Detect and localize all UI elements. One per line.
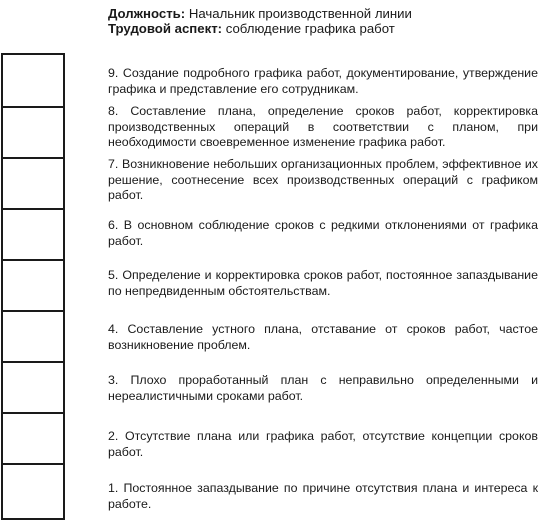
rating-box-1[interactable] (3, 463, 63, 514)
position-value: Начальник производственной линии (188, 6, 412, 21)
anchor-9: 9. Создание подробного графика работ, документирование, утверждение графика и представление его сотрудникам. (108, 66, 538, 96)
rating-box-7[interactable] (3, 157, 63, 208)
position-row (108, 6, 538, 21)
anchor-1: 1. Постоянное запаздывание по причине отсутствия плана и интереса к работе. (108, 481, 538, 511)
anchor-6: 6. В основном соблюдение сроков с редкими отклонениями от графика работ. (108, 218, 538, 248)
rating-box-9[interactable] (3, 55, 63, 106)
position-label: Должность: (108, 6, 186, 21)
rating-box-8[interactable] (3, 106, 63, 157)
anchor-2: 2. Отсутствие плана или графика работ, отсутствие концепции сроков работ. (108, 429, 538, 459)
rating-box-6[interactable] (3, 208, 63, 259)
aspect-row (108, 21, 538, 36)
anchor-8: 8. Составление плана, определение сроков работ, корректировка производственных операций в соответствии с планом, при необходимости своевременное изменение графика работ. (108, 104, 538, 149)
anchor-4: 4. Составление устного плана, отставание от сроков работ, частое возникновение проблем. (108, 322, 538, 352)
anchor-3: 3. Плохо проработанный план с неправильно определенными и нереалистичными сроками работ. (108, 373, 538, 403)
rating-scale-boxes (1, 53, 65, 520)
rating-scale-header (108, 6, 538, 36)
rating-box-2[interactable] (3, 412, 63, 463)
anchor-7: 7. Возникновение небольших организационных проблем, эффективное их решение, соотнесение всех производственных операций с графиком работ. (108, 157, 538, 202)
aspect-value: соблюдение графика работ (225, 21, 395, 36)
rating-box-5[interactable] (3, 259, 63, 310)
rating-box-3[interactable] (3, 361, 63, 412)
rating-box-4[interactable] (3, 310, 63, 361)
aspect-label: Трудовой аспект: (108, 21, 223, 36)
anchor-5: 5. Определение и корректировка сроков работ, постоянное запаздывание по непредвиденным обстоятельствам. (108, 268, 538, 298)
